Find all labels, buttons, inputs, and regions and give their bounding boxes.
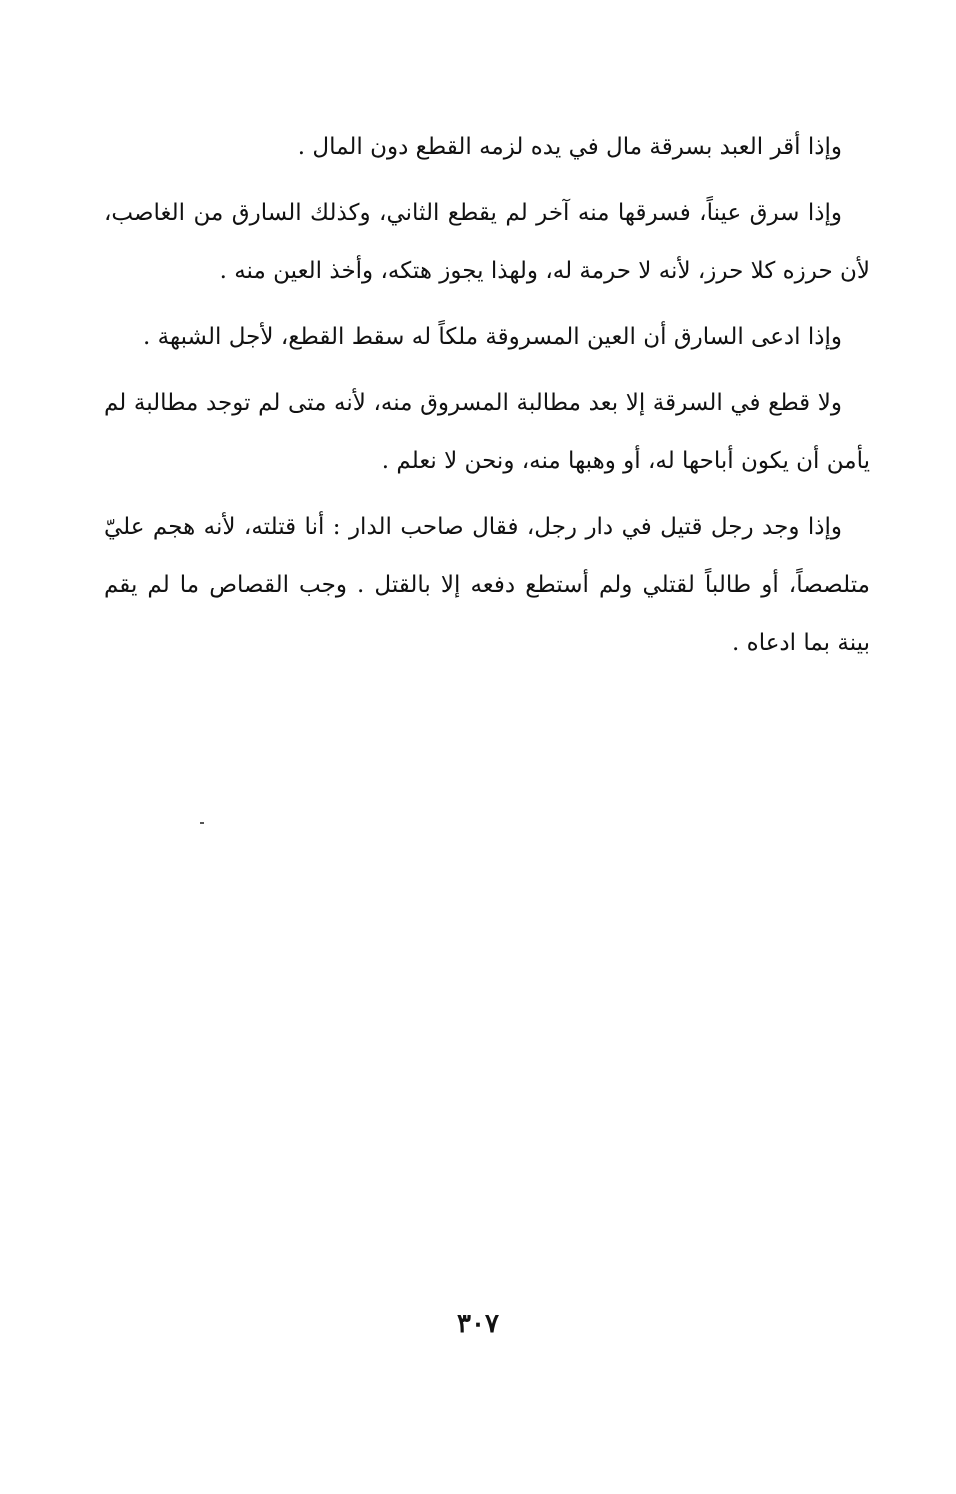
paragraph-4: ولا قطع في السرقة إلا بعد مطالبة المسروق منه، لأنه متى لم توجد مطالبة لم يأمن أن يكون أباحها له، أو وهبها منه، ونحن لا نعلم . xyxy=(104,390,870,474)
paragraph-5: وإذا وجد رجل قتيل في دار رجل، فقال صاحب الدار : أنا قتلته، لأنه هجم عليّ متلصصاً، أو طالباً لقتلي ولم أستطع دفعه إلا بالقتل . وجب القصاص ما لم يقم بينة بما ادعاه . xyxy=(104,514,870,656)
paragraph-1: وإذا أقر العبد بسرقة مال في يده لزمه القطع دون المال . xyxy=(297,134,842,160)
scan-speck xyxy=(200,822,204,824)
page-number: ٣٠٧ xyxy=(457,1309,499,1339)
body-text xyxy=(104,118,870,680)
paragraph-3: وإذا ادعى السارق أن العين المسروقة ملكاً له سقط القطع، لأجل الشبهة . xyxy=(143,324,842,350)
paragraph-2: وإذا سرق عيناً، فسرقها منه آخر لم يقطع الثاني، وكذلك السارق من الغاصب، لأن حرزه كلا حرز، لأنه لا حرمة له، ولهذا يجوز هتكه، وأخذ العين منه . xyxy=(104,200,870,284)
